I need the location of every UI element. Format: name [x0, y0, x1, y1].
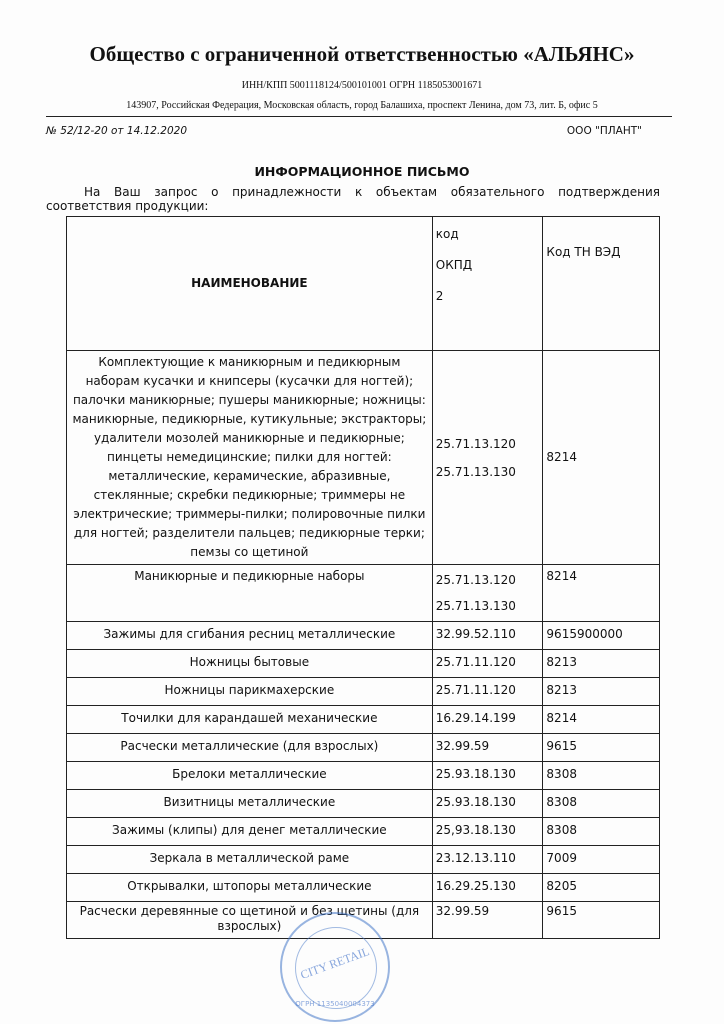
product-name: Ножницы бытовые	[67, 650, 433, 678]
table-row	[67, 846, 660, 874]
letter-number: № 52/12-20 от 14.12.2020	[46, 125, 188, 137]
header-okpd-line: код	[435, 227, 459, 241]
tnved-code: 7009	[543, 846, 660, 874]
tnved-code: 8308	[543, 818, 660, 846]
okpd-code-line: 25.71.11.120	[435, 655, 516, 669]
tnved-code: 8213	[543, 650, 660, 678]
okpd-code-line: 25.71.11.120	[435, 683, 516, 697]
tnved-code: 9615	[543, 734, 660, 762]
tnved-code: 8214	[543, 706, 660, 734]
header-tnved: Код ТН ВЭД	[543, 217, 660, 351]
table-row	[67, 874, 660, 902]
product-name: Точилки для карандашей механические	[67, 706, 433, 734]
okpd-code	[432, 650, 543, 678]
product-name: Расчески деревянные со щетиной и без щетины (для взрослых)	[67, 902, 433, 939]
product-name: Зеркала в металлической раме	[67, 846, 433, 874]
company-stamp	[280, 912, 390, 1022]
table-header-row	[67, 217, 660, 351]
okpd-code	[432, 790, 543, 818]
okpd-code	[432, 874, 543, 902]
table-row	[67, 790, 660, 818]
recipient: ООО "ПЛАНТ"	[566, 125, 642, 137]
table-row	[67, 351, 660, 565]
product-name: Маникюрные и педикюрные наборы	[67, 565, 433, 622]
tnved-code: 9615900000	[543, 622, 660, 650]
table-row	[67, 650, 660, 678]
intro-paragraph: На Ваш запрос о принадлежности к объектам обязательного подтверждения соответствия продукции:	[46, 185, 660, 213]
okpd-code	[432, 622, 543, 650]
product-name: Брелоки металлические	[67, 762, 433, 790]
okpd-code-line: 25.71.13.120	[435, 573, 516, 587]
header-name: НАИМЕНОВАНИЕ	[67, 217, 433, 351]
org-address: 143907, Российская Федерация, Московская область, город Балашиха, проспект Ленина, дом 73, лит. Б, офис 5	[126, 100, 598, 111]
okpd-code-line: 16.29.25.130	[435, 879, 516, 893]
tnved-code: 8214	[543, 565, 660, 622]
okpd-code	[432, 902, 543, 939]
table-row	[67, 622, 660, 650]
okpd-code-line: 32.99.52.110	[435, 627, 516, 641]
header-okpd-line: ОКПД	[435, 258, 473, 272]
stamp-name: CITY RETAIL	[298, 944, 372, 982]
okpd-code	[432, 565, 543, 622]
okpd-code	[432, 762, 543, 790]
header-okpd	[432, 217, 543, 351]
product-name: Открывалки, штопоры металлические	[67, 874, 433, 902]
org-name: Общество с ограниченной ответственностью «АЛЬЯНС»	[89, 42, 635, 66]
tnved-code: 9615	[543, 902, 660, 939]
table-row	[67, 565, 660, 622]
okpd-code-line: 25,93.18.130	[435, 823, 516, 837]
table-row	[67, 762, 660, 790]
header-okpd-line: 2	[435, 289, 444, 303]
product-name: Ножницы парикмахерские	[67, 678, 433, 706]
okpd-code	[432, 706, 543, 734]
tnved-code: 8214	[543, 351, 660, 565]
okpd-code-line: 16.29.14.199	[435, 711, 516, 725]
header-divider	[46, 116, 672, 117]
product-name: Зажимы для сгибания ресниц металлические	[67, 622, 433, 650]
table-row	[67, 678, 660, 706]
okpd-code-line: 25.93.18.130	[435, 767, 516, 781]
okpd-code	[432, 351, 543, 565]
okpd-code-line: 25.71.13.120	[435, 436, 516, 451]
product-name: Расчески металлические (для взрослых)	[67, 734, 433, 762]
org-ids: ИНН/КПП 5001118124/500101001 ОГРН 1185053001671	[241, 80, 483, 91]
tnved-code: 8308	[543, 790, 660, 818]
okpd-code-line: 25.93.18.130	[435, 795, 516, 809]
okpd-code-line: 23.12.13.110	[435, 851, 516, 865]
tnved-code: 8205	[543, 874, 660, 902]
product-name: Визитницы металлические	[67, 790, 433, 818]
table-row	[67, 734, 660, 762]
okpd-code	[432, 846, 543, 874]
okpd-code	[432, 818, 543, 846]
products-table	[66, 216, 660, 939]
okpd-code	[432, 734, 543, 762]
table-row	[67, 706, 660, 734]
okpd-code-line: 32.99.59	[435, 739, 490, 753]
stamp-ogrn: ОГРН 1135040004373	[295, 1000, 375, 1008]
okpd-code-line: 25.71.13.130	[435, 599, 516, 613]
okpd-code-line: 25.71.13.130	[435, 464, 516, 479]
tnved-code: 8213	[543, 678, 660, 706]
okpd-code-line: 32.99.59	[435, 904, 490, 918]
okpd-code	[432, 678, 543, 706]
product-name: Зажимы (клипы) для денег металлические	[67, 818, 433, 846]
letter-title: ИНФОРМАЦИОННОЕ ПИСЬМО	[254, 164, 470, 179]
tnved-code: 8308	[543, 762, 660, 790]
table-row	[67, 818, 660, 846]
product-name: Комплектующие к маникюрным и педикюрным наборам кусачки и книпсеры (кусачки для ногтей); палочки маникюрные; пушеры маникюрные; ножницы: маникюрные, педикюрные, кутикульные; экстракторы; удалители мозолей маникюрные и педикюрные; пинцеты немедицинские; пилки для ногтей: металлические, керамические, абразивные, стеклянные; скребки педикюрные; триммеры не электрические; триммеры-пилки; полировочные пилки для ногтей; разделители пальцев; педикюрные терки; пемзы со щетиной	[67, 351, 433, 565]
